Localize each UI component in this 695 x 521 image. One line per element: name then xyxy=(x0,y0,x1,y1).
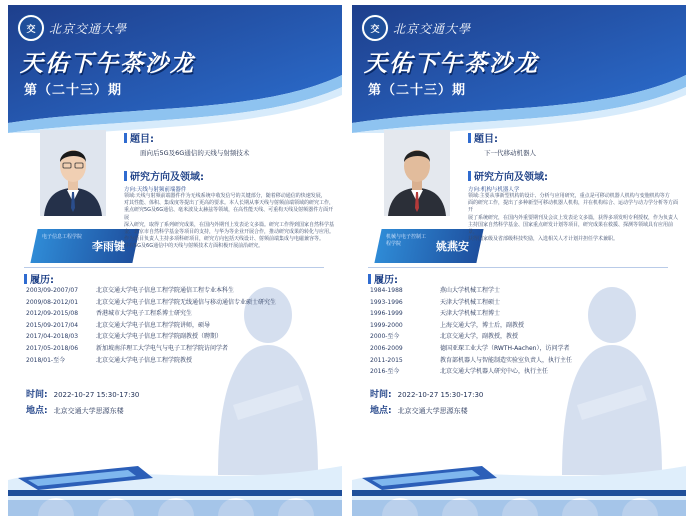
research-direction: 方向:机构与机器人学 xyxy=(468,187,520,193)
university-logo xyxy=(362,15,471,41)
train-bridge-illustration xyxy=(352,460,686,516)
section-divider xyxy=(24,267,324,268)
salon-poster-left xyxy=(8,5,342,516)
time-value: 2022-10-27 15:30-17:30 xyxy=(53,391,140,399)
university-name: 北京交通大學 xyxy=(393,21,472,36)
issue-number: 第（二十三）期 xyxy=(368,83,467,98)
experience-row: 2017/05-2018/06 新加坡南洋理工大学电气与电子工程学院访问学者 xyxy=(26,344,229,352)
topic-label: 题目: xyxy=(124,130,154,145)
university-seal-icon: 交 xyxy=(362,15,388,41)
train-bridge-illustration xyxy=(8,460,342,516)
experience-list xyxy=(26,285,336,366)
research-description xyxy=(468,193,678,243)
research-line: 作为项目负责人主持多项科研项目，研究方向包括天线设计、射频前端集成与电磁兼容等。 xyxy=(124,236,325,243)
speaker-nameplate xyxy=(378,229,480,263)
research-line: 领域:天线与射频前端器件作为无线系统中收发信号的关键部分，随着移动通信的快速发展， xyxy=(124,193,326,199)
research-line: 并在5G及6G通信中的天线与射频技术方面积极开展前沿研究。 xyxy=(124,243,264,250)
university-seal-icon: 交 xyxy=(18,15,44,41)
research-direction: 方向:天线与射频前端器件 xyxy=(124,187,187,193)
place-row xyxy=(370,403,468,416)
speaker-name: 李雨键 xyxy=(92,240,125,253)
salon-poster-right xyxy=(352,5,686,516)
research-line: 面的研究工作，提出了多种新型可移动机器人机构，并在机构综合、运动学与动力学分析等方面开 xyxy=(468,200,679,214)
research-line: 重点研究5G及6G通信、毫米波及太赫兹等领域，在高性能天线、可重构天线及射频器件方面开展 xyxy=(124,207,334,221)
experience-row: 2006-2009 德国亚琛工业大学（RWTH-Aachen），访问学者 xyxy=(370,344,570,352)
time-label: 时间: xyxy=(26,390,48,400)
speaker-department: 电子信息工程学院 xyxy=(42,234,83,240)
university-name: 北京交通大學 xyxy=(49,21,128,36)
time-row xyxy=(370,387,483,400)
issue-number: 第（二十三）期 xyxy=(24,83,123,98)
topic-text: 面向后5G及6G通信的天线与射频技术 xyxy=(140,149,250,157)
speaker-photo xyxy=(384,130,450,216)
experience-row: 2009/08-2012/01 北京交通大学电子信息工程学院无线通信与移动通信专业硕士研究生 xyxy=(26,298,277,306)
research-label: 研究方向及领域: xyxy=(468,168,548,183)
university-logo xyxy=(18,15,127,41)
research-line: 主持国家自然科学基金、国家重点研发计划等项目，研究成果在救援、探测等领域具有应用前景， xyxy=(468,221,674,236)
experience-row: 1993-1996 天津大学机械工程硕士 xyxy=(370,298,501,306)
research-line: 领域:主要从事新型机构的设计、分析与应用研究，重点是可移动机器人机构与变胞机构等方 xyxy=(468,193,670,199)
topic-label: 题目: xyxy=(468,130,498,145)
time-label: 时间: xyxy=(370,390,392,400)
place-value: 北京交通大学思源东楼 xyxy=(397,407,468,415)
experience-label: 履历: xyxy=(368,271,398,286)
experience-row: 2016-至今 北京交通大学机器人研究中心，执行主任 xyxy=(370,368,549,376)
experience-row: 2015/09-2017/04 北京交通大学电子信息工程学院讲师，硕导 xyxy=(26,321,211,329)
research-line: 获得国家级及省部级科技奖励，入选相关人才计划并担任学术兼职。 xyxy=(468,236,619,243)
experience-row: 1999-2000 上海交通大学，博士后，副教授 xyxy=(370,321,525,329)
speaker-photo xyxy=(40,130,106,216)
experience-row: 1984-1988 燕山大学机械工程学士 xyxy=(370,287,501,294)
experience-row: 2003/09-2007/07 北京交通大学电子信息工程学院通信工程专业本科生 xyxy=(26,287,235,294)
topic-text: 下一代移动机器人 xyxy=(484,149,536,157)
research-description xyxy=(124,193,334,251)
experience-row: 2012/09-2015/08 香港城市大学电子工程系博士研究生 xyxy=(26,310,193,318)
speaker-name: 姚燕安 xyxy=(436,240,469,253)
place-value: 北京交通大学思源东楼 xyxy=(53,407,124,415)
experience-row: 2017/04-2018/03 北京交通大学电子信息工程学院副教授（聘期） xyxy=(26,333,223,341)
experience-row: 2018/01-至今 北京交通大学电子信息工程学院教授 xyxy=(26,356,193,364)
research-label: 研究方向及领域: xyxy=(124,168,204,183)
salon-title: 天佑下午茶沙龙 xyxy=(364,51,539,77)
place-row xyxy=(26,403,124,416)
place-label: 地点: xyxy=(370,406,392,416)
salon-title: 天佑下午茶沙龙 xyxy=(20,51,195,77)
experience-list xyxy=(370,285,680,378)
experience-row: 2000-至今 北京交通大学，副教授，教授 xyxy=(370,333,519,341)
research-line: 金、北京市自然科学基金等项目的支持，与华为等企业开展合作，推动研究成果的转化与应用。 xyxy=(124,229,335,236)
section-divider xyxy=(368,267,668,268)
speaker-nameplate xyxy=(34,229,136,263)
experience-row: 1996-1999 天津大学机械工程博士 xyxy=(370,310,501,318)
speaker-department: 机械与电子控制工程学院 xyxy=(386,234,427,247)
time-row xyxy=(26,387,139,400)
place-label: 地点: xyxy=(26,406,48,416)
research-line: 展了系统研究，在国内外重要期刊及会议上发表论文多篇，获得多项发明专利授权，作为负责人 xyxy=(468,214,679,221)
research-line: 深入研究，取得了系列研究成果，在国内外期刊上发表论文多篇。研究工作得到国家自然科学基 xyxy=(124,221,335,228)
experience-row: 2011-2015 教育部机器人与智能制造实验室负责人，执行主任 xyxy=(370,356,573,364)
time-value: 2022-10-27 15:30-17:30 xyxy=(397,391,484,399)
research-line: 对其性能、体积、集成度等提出了更高的要求。本人长期从事天线与射频前端领域的研究工作， xyxy=(124,200,335,207)
experience-label: 履历: xyxy=(24,271,54,286)
